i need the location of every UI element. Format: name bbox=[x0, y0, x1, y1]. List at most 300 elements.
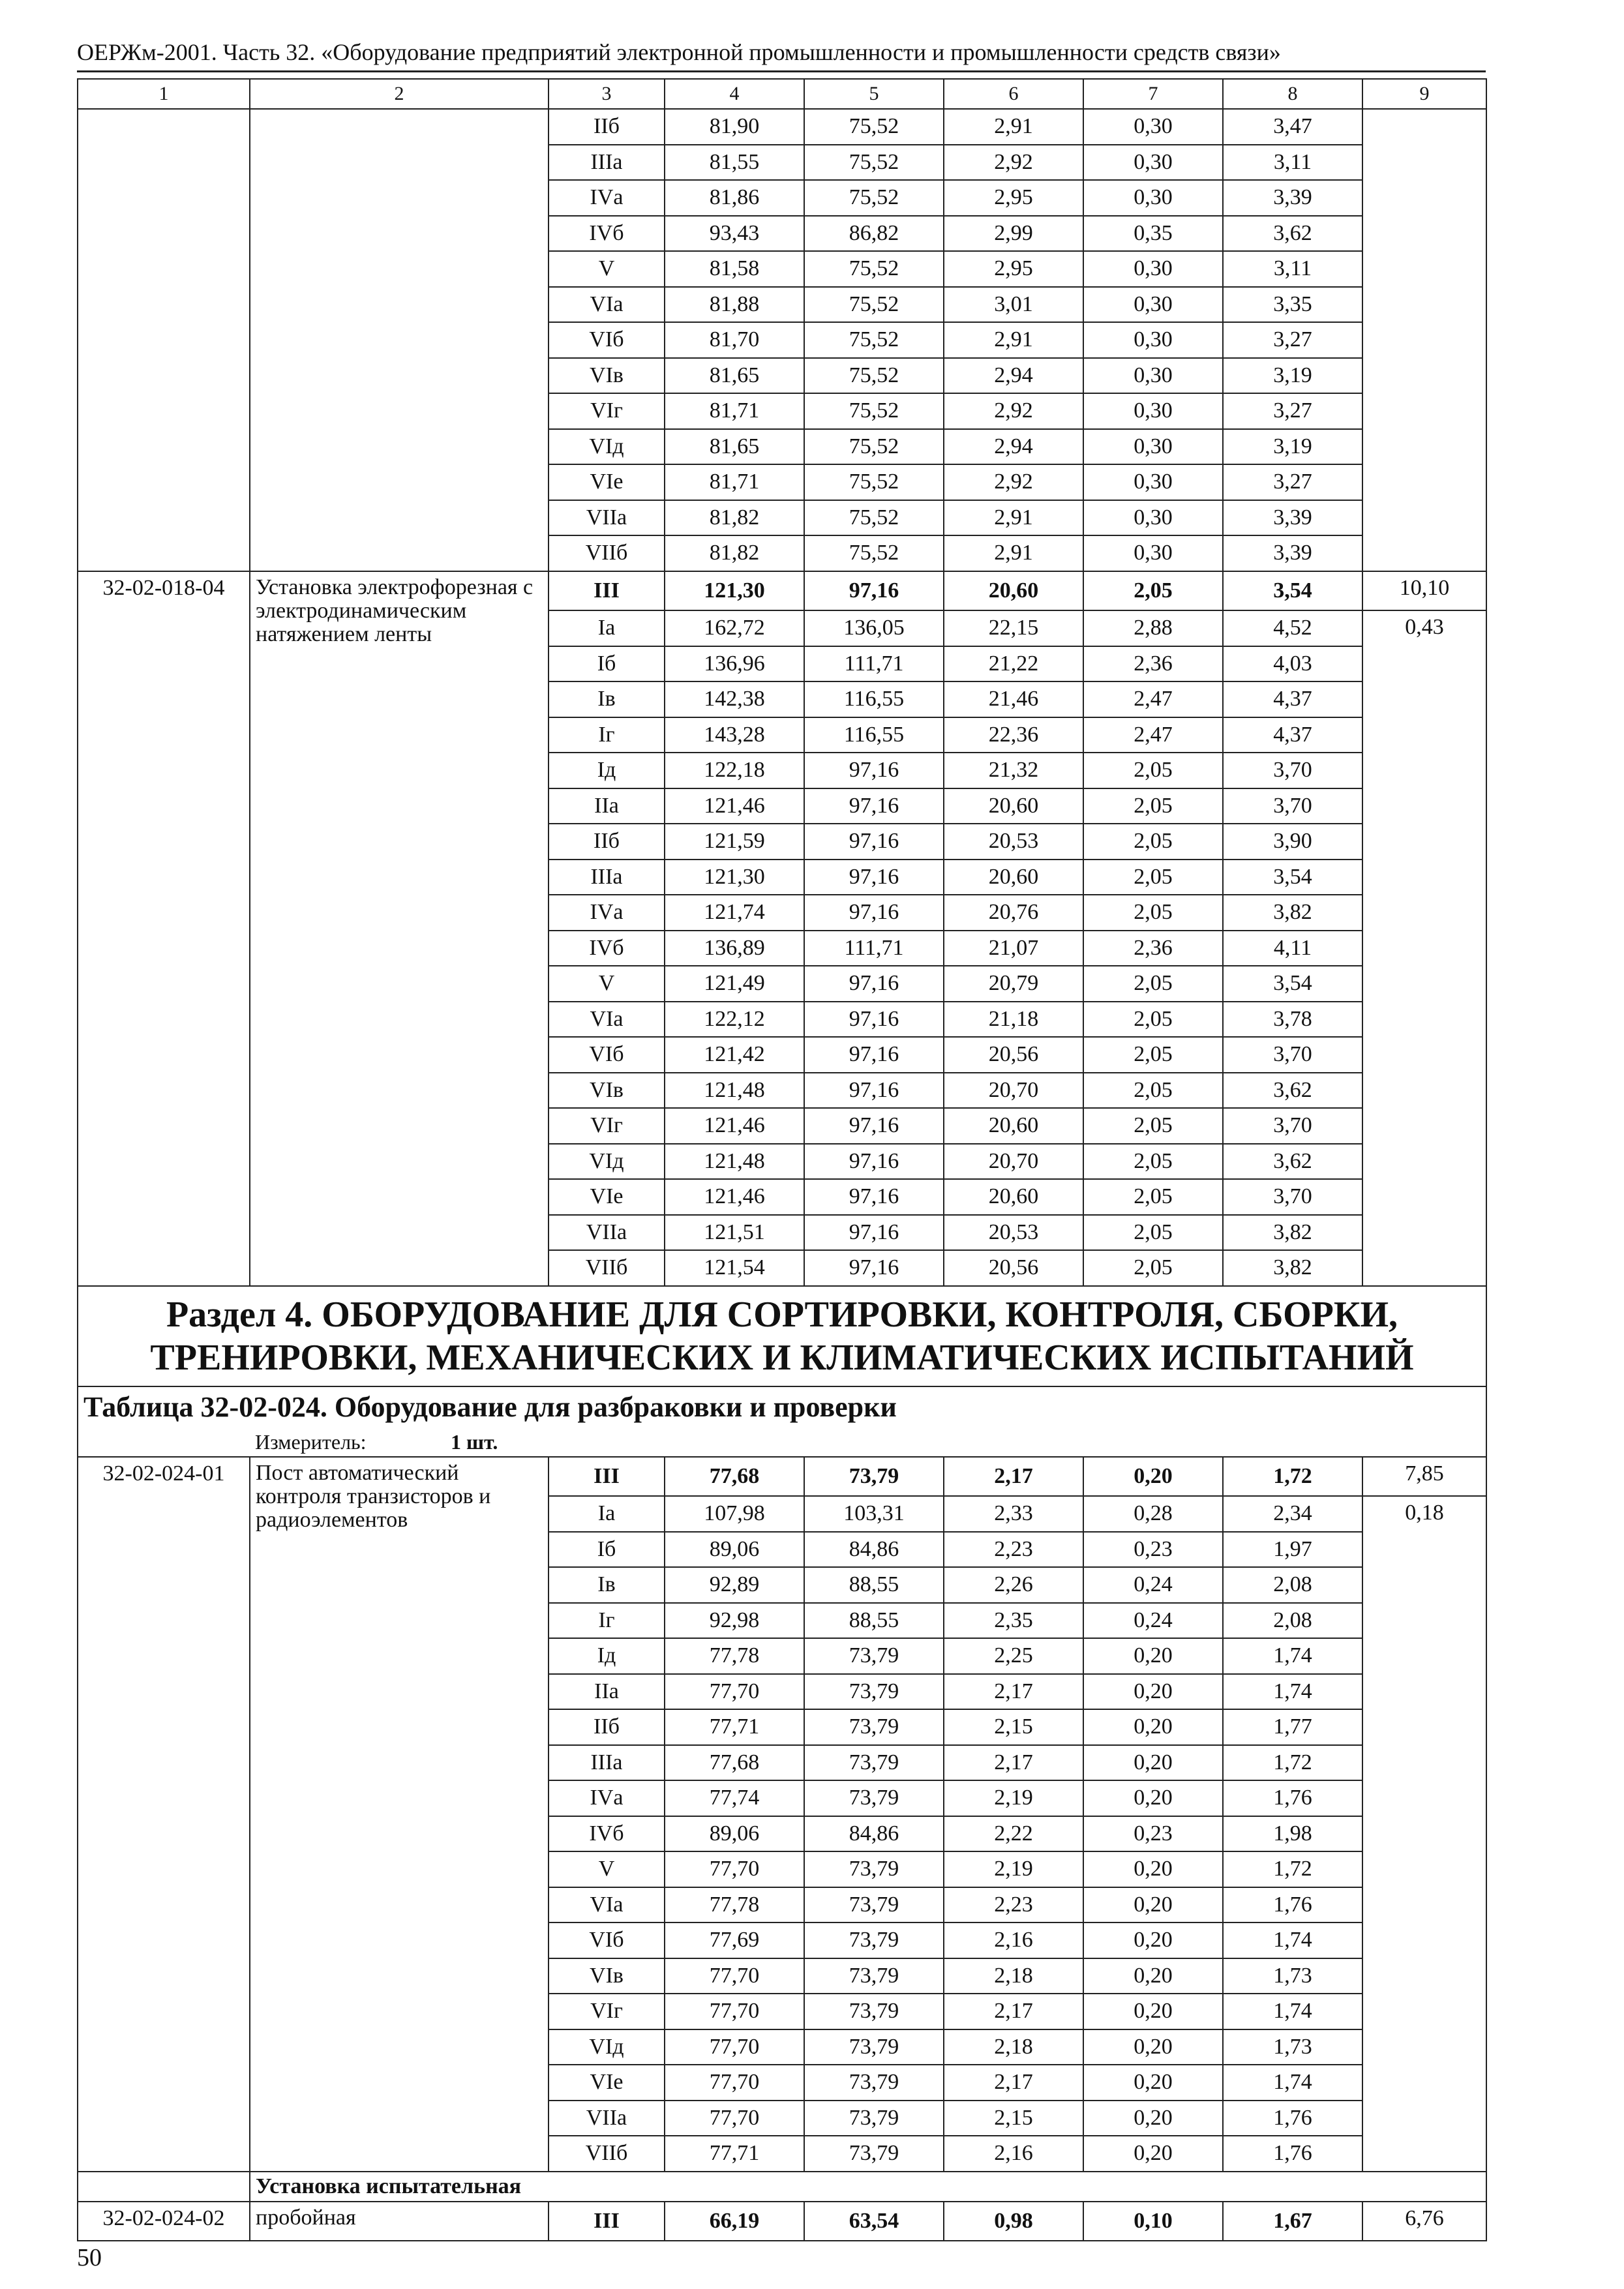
value-cell: 73,79 bbox=[804, 1457, 944, 1497]
value-cell: 2,19 bbox=[944, 1780, 1083, 1816]
value-cell: 81,71 bbox=[665, 464, 804, 500]
value-cell: 97,16 bbox=[804, 1144, 944, 1180]
value-cell: 1,67 bbox=[1223, 2202, 1362, 2241]
value-cell: 77,70 bbox=[665, 2065, 804, 2101]
value-cell: 75,52 bbox=[804, 251, 944, 287]
value-cell: 20,53 bbox=[944, 824, 1083, 860]
zone-cell: III bbox=[549, 2202, 665, 2241]
value-cell: 3,19 bbox=[1223, 358, 1362, 394]
value-cell: 121,46 bbox=[665, 788, 804, 824]
value-cell: 75,52 bbox=[804, 464, 944, 500]
value-cell: 4,37 bbox=[1223, 681, 1362, 717]
zone-cell: VIа bbox=[549, 1887, 665, 1923]
column-number: 2 bbox=[250, 79, 549, 109]
value-cell: 81,82 bbox=[665, 535, 804, 571]
value-cell: 77,70 bbox=[665, 1674, 804, 1710]
value-cell: 63,54 bbox=[804, 2202, 944, 2241]
value-cell: 121,49 bbox=[665, 966, 804, 1002]
column-number: 8 bbox=[1223, 79, 1362, 109]
value-cell: 66,19 bbox=[665, 2202, 804, 2241]
value-cell: 3,78 bbox=[1223, 1002, 1362, 1038]
value-cell: 2,16 bbox=[944, 2136, 1083, 2172]
value-cell: 92,89 bbox=[665, 1567, 804, 1603]
value-cell: 73,79 bbox=[804, 1958, 944, 1994]
value-cell: 88,55 bbox=[804, 1567, 944, 1603]
item-code: 32-02-024-01 bbox=[78, 1457, 250, 2172]
value-cell: 81,65 bbox=[665, 429, 804, 465]
value-cell: 3,39 bbox=[1223, 500, 1362, 536]
value-cell: 3,01 bbox=[944, 287, 1083, 323]
value-cell: 2,17 bbox=[944, 1457, 1083, 1497]
value-cell: 0,30 bbox=[1083, 393, 1223, 429]
value-cell: 97,16 bbox=[804, 1073, 944, 1109]
value-cell: 121,46 bbox=[665, 1108, 804, 1144]
value-cell: 122,12 bbox=[665, 1002, 804, 1038]
value-cell: 121,30 bbox=[665, 571, 804, 611]
value-cell: 0,24 bbox=[1083, 1567, 1223, 1603]
value-cell: 3,82 bbox=[1223, 1215, 1362, 1251]
zone-cell: VIIа bbox=[549, 500, 665, 536]
value-cell: 75,52 bbox=[804, 322, 944, 358]
value-cell: 116,55 bbox=[804, 681, 944, 717]
value-cell: 1,76 bbox=[1223, 1887, 1362, 1923]
value-cell: 75,52 bbox=[804, 358, 944, 394]
value-cell: 121,30 bbox=[665, 860, 804, 895]
zone-cell: V bbox=[549, 251, 665, 287]
item-code: 32-02-018-04 bbox=[78, 571, 250, 1286]
value-cell: 0,20 bbox=[1083, 1887, 1223, 1923]
value-cell: 2,33 bbox=[944, 1496, 1083, 1532]
value-cell: 0,30 bbox=[1083, 429, 1223, 465]
value-cell: 73,79 bbox=[804, 2101, 944, 2136]
zone-cell: VIд bbox=[549, 1144, 665, 1180]
value-cell: 2,05 bbox=[1083, 860, 1223, 895]
zone-cell: VIе bbox=[549, 2065, 665, 2101]
value-cell: 3,70 bbox=[1223, 788, 1362, 824]
value-cell: 3,82 bbox=[1223, 1250, 1362, 1286]
value-cell: 0,30 bbox=[1083, 251, 1223, 287]
value-cell: 2,05 bbox=[1083, 1037, 1223, 1073]
value-cell: 0,20 bbox=[1083, 2029, 1223, 2065]
table-title-row bbox=[78, 1386, 1486, 1428]
item-code: 32-02-024-02 bbox=[78, 2202, 250, 2241]
value-cell: 2,88 bbox=[1083, 610, 1223, 646]
zone-cell: Iг bbox=[549, 1603, 665, 1639]
value-cell: 0,20 bbox=[1083, 1457, 1223, 1497]
value-cell: 2,05 bbox=[1083, 1215, 1223, 1251]
value-cell: 121,48 bbox=[665, 1144, 804, 1180]
value-cell: 77,74 bbox=[665, 1780, 804, 1816]
value-cell: 0,24 bbox=[1083, 1603, 1223, 1639]
section-row bbox=[78, 1286, 1486, 1386]
zone-cell: Iа bbox=[549, 610, 665, 646]
value-cell: 2,95 bbox=[944, 251, 1083, 287]
value-cell: 20,56 bbox=[944, 1250, 1083, 1286]
value-cell: 0,28 bbox=[1083, 1496, 1223, 1532]
value-cell: 73,79 bbox=[804, 1780, 944, 1816]
value-cell: 3,54 bbox=[1223, 571, 1362, 611]
value-cell: 2,22 bbox=[944, 1816, 1083, 1852]
value-cell: 2,91 bbox=[944, 535, 1083, 571]
zone-cell: IIIа bbox=[549, 145, 665, 181]
column-number: 6 bbox=[944, 79, 1083, 109]
value-cell: 97,16 bbox=[804, 1179, 944, 1215]
value-cell: 1,73 bbox=[1223, 2029, 1362, 2065]
zone-cell: IIIа bbox=[549, 1745, 665, 1781]
value-cell: 2,92 bbox=[944, 464, 1083, 500]
value-cell: 21,07 bbox=[944, 931, 1083, 966]
value-cell: 81,86 bbox=[665, 180, 804, 216]
value-cell: 93,43 bbox=[665, 216, 804, 252]
section-title: Раздел 4. ОБОРУДОВАНИЕ ДЛЯ СОРТИРОВКИ, КОНТРОЛЯ, СБОРКИ, ТРЕНИРОВКИ, МЕХАНИЧЕСКИХ И КЛИМАТИЧЕСКИХ ИСПЫТАНИЙ bbox=[78, 1286, 1486, 1386]
zone-cell: VIа bbox=[549, 287, 665, 323]
value-cell: 136,89 bbox=[665, 931, 804, 966]
value-cell: 1,76 bbox=[1223, 2136, 1362, 2172]
value-cell: 20,56 bbox=[944, 1037, 1083, 1073]
value-cell: 4,52 bbox=[1223, 610, 1362, 646]
value-cell: 0,30 bbox=[1083, 322, 1223, 358]
zone-cell: IVб bbox=[549, 1816, 665, 1852]
value-cell: 2,36 bbox=[1083, 646, 1223, 682]
value-cell: 2,36 bbox=[1083, 931, 1223, 966]
page-number: 50 bbox=[77, 2244, 102, 2271]
value-cell: 0,20 bbox=[1083, 1709, 1223, 1745]
value-cell: 73,79 bbox=[804, 2136, 944, 2172]
value-cell: 2,25 bbox=[944, 1638, 1083, 1674]
zone-cell: VIIа bbox=[549, 2101, 665, 2136]
value-cell: 73,79 bbox=[804, 2029, 944, 2065]
value-cell: 3,70 bbox=[1223, 1108, 1362, 1144]
zone-cell: VIIб bbox=[549, 535, 665, 571]
value-cell: 77,78 bbox=[665, 1638, 804, 1674]
subheading-spacer bbox=[78, 2172, 250, 2202]
value-cell: 2,94 bbox=[944, 429, 1083, 465]
value-cell: 97,16 bbox=[804, 895, 944, 931]
zone-cell: IIIа bbox=[549, 860, 665, 895]
value-cell: 77,70 bbox=[665, 2101, 804, 2136]
value-cell: 75,52 bbox=[804, 287, 944, 323]
value-cell: 107,98 bbox=[665, 1496, 804, 1532]
zone-cell: III bbox=[549, 571, 665, 611]
value-cell: 0,20 bbox=[1083, 1674, 1223, 1710]
value-cell: 81,82 bbox=[665, 500, 804, 536]
value-cell: 2,17 bbox=[944, 1674, 1083, 1710]
value-cell: 121,54 bbox=[665, 1250, 804, 1286]
value-cell: 73,79 bbox=[804, 1674, 944, 1710]
value-cell: 3,62 bbox=[1223, 1144, 1362, 1180]
value-cell: 2,08 bbox=[1223, 1567, 1362, 1603]
value-cell: 2,18 bbox=[944, 1958, 1083, 1994]
value-cell: 116,55 bbox=[804, 717, 944, 753]
subheading: Установка испытательная bbox=[250, 2172, 1486, 2202]
value-cell: 0,20 bbox=[1083, 1994, 1223, 2029]
value-cell: 2,19 bbox=[944, 1851, 1083, 1887]
zone-cell: VIд bbox=[549, 2029, 665, 2065]
item-name: Установка электрофорезная с электродинамическим натяжением ленты bbox=[250, 571, 549, 1286]
page-header: ОЕРЖм-2001. Часть 32. «Оборудование предприятий электронной промышленности и промышленности средств связи» bbox=[77, 39, 1281, 65]
value-cell: 1,74 bbox=[1223, 1922, 1362, 1958]
zone-cell: VIIб bbox=[549, 1250, 665, 1286]
value-cell: 2,47 bbox=[1083, 717, 1223, 753]
value-cell: 20,60 bbox=[944, 1108, 1083, 1144]
value-cell: 3,27 bbox=[1223, 322, 1362, 358]
value-cell: 77,70 bbox=[665, 1994, 804, 2029]
col9-value: 10,10 bbox=[1362, 571, 1486, 611]
value-cell: 0,30 bbox=[1083, 180, 1223, 216]
zone-cell: Iд bbox=[549, 1638, 665, 1674]
zone-cell: Iв bbox=[549, 1567, 665, 1603]
value-cell: 3,39 bbox=[1223, 535, 1362, 571]
value-cell: 0,30 bbox=[1083, 358, 1223, 394]
value-cell: 0,20 bbox=[1083, 1922, 1223, 1958]
value-cell: 81,90 bbox=[665, 109, 804, 145]
item-code bbox=[78, 109, 250, 571]
zone-cell: IVб bbox=[549, 931, 665, 966]
zone-cell: VIг bbox=[549, 1108, 665, 1144]
value-cell: 121,74 bbox=[665, 895, 804, 931]
value-cell: 75,52 bbox=[804, 145, 944, 181]
value-cell: 21,18 bbox=[944, 1002, 1083, 1038]
value-cell: 84,86 bbox=[804, 1816, 944, 1852]
value-cell: 2,91 bbox=[944, 109, 1083, 145]
value-cell: 97,16 bbox=[804, 753, 944, 788]
zone-cell: IIб bbox=[549, 1709, 665, 1745]
value-cell: 75,52 bbox=[804, 393, 944, 429]
value-cell: 21,32 bbox=[944, 753, 1083, 788]
value-cell: 3,70 bbox=[1223, 753, 1362, 788]
value-cell: 81,88 bbox=[665, 287, 804, 323]
value-cell: 3,70 bbox=[1223, 1037, 1362, 1073]
value-cell: 0,20 bbox=[1083, 1958, 1223, 1994]
value-cell: 3,54 bbox=[1223, 860, 1362, 895]
value-cell: 73,79 bbox=[804, 1745, 944, 1781]
value-cell: 121,51 bbox=[665, 1215, 804, 1251]
zone-cell: Iг bbox=[549, 717, 665, 753]
value-cell: 2,92 bbox=[944, 145, 1083, 181]
value-cell: 0,30 bbox=[1083, 287, 1223, 323]
value-cell: 97,16 bbox=[804, 571, 944, 611]
value-cell: 2,05 bbox=[1083, 1250, 1223, 1286]
value-cell: 136,05 bbox=[804, 610, 944, 646]
value-cell: 77,70 bbox=[665, 1851, 804, 1887]
zone-cell: III bbox=[549, 1457, 665, 1497]
value-cell: 0,23 bbox=[1083, 1816, 1223, 1852]
column-number-row bbox=[78, 79, 1486, 109]
zone-cell: IIа bbox=[549, 788, 665, 824]
value-cell: 2,92 bbox=[944, 393, 1083, 429]
value-cell: 0,98 bbox=[944, 2202, 1083, 2241]
column-number: 3 bbox=[549, 79, 665, 109]
value-cell: 77,70 bbox=[665, 1958, 804, 1994]
value-cell: 142,38 bbox=[665, 681, 804, 717]
value-cell: 73,79 bbox=[804, 1994, 944, 2029]
value-cell: 1,72 bbox=[1223, 1745, 1362, 1781]
value-cell: 21,22 bbox=[944, 646, 1083, 682]
value-cell: 75,52 bbox=[804, 535, 944, 571]
value-cell: 2,05 bbox=[1083, 966, 1223, 1002]
value-cell: 2,17 bbox=[944, 1745, 1083, 1781]
value-cell: 2,05 bbox=[1083, 1179, 1223, 1215]
value-cell: 2,05 bbox=[1083, 788, 1223, 824]
value-cell: 0,30 bbox=[1083, 500, 1223, 536]
value-cell: 2,91 bbox=[944, 500, 1083, 536]
value-cell: 20,79 bbox=[944, 966, 1083, 1002]
value-cell: 3,11 bbox=[1223, 145, 1362, 181]
value-cell: 2,05 bbox=[1083, 1144, 1223, 1180]
value-cell: 81,58 bbox=[665, 251, 804, 287]
value-cell: 89,06 bbox=[665, 1816, 804, 1852]
value-cell: 2,91 bbox=[944, 322, 1083, 358]
value-cell: 2,05 bbox=[1083, 824, 1223, 860]
zone-cell: VIб bbox=[549, 1037, 665, 1073]
zone-cell: Iд bbox=[549, 753, 665, 788]
value-cell: 2,15 bbox=[944, 2101, 1083, 2136]
item-name: пробойная bbox=[250, 2202, 549, 2241]
value-cell: 2,94 bbox=[944, 358, 1083, 394]
value-cell: 1,74 bbox=[1223, 2065, 1362, 2101]
zone-cell: VIд bbox=[549, 429, 665, 465]
table-row bbox=[78, 109, 1486, 145]
rates-table bbox=[77, 78, 1487, 2241]
value-cell: 3,27 bbox=[1223, 393, 1362, 429]
col9-cell bbox=[1362, 109, 1486, 571]
value-cell: 81,55 bbox=[665, 145, 804, 181]
unit-cell bbox=[250, 1428, 1486, 1457]
value-cell: 2,08 bbox=[1223, 1603, 1362, 1639]
zone-cell: IVб bbox=[549, 216, 665, 252]
zone-cell: IVа bbox=[549, 1780, 665, 1816]
zone-cell: VIв bbox=[549, 1958, 665, 1994]
unit-spacer bbox=[78, 1428, 250, 1457]
value-cell: 88,55 bbox=[804, 1603, 944, 1639]
value-cell: 75,52 bbox=[804, 180, 944, 216]
value-cell: 3,70 bbox=[1223, 1179, 1362, 1215]
value-cell: 75,52 bbox=[804, 500, 944, 536]
value-cell: 2,34 bbox=[1223, 1496, 1362, 1532]
value-cell: 0,20 bbox=[1083, 1638, 1223, 1674]
value-cell: 97,16 bbox=[804, 1250, 944, 1286]
table-row bbox=[78, 571, 1486, 611]
value-cell: 143,28 bbox=[665, 717, 804, 753]
value-cell: 2,47 bbox=[1083, 681, 1223, 717]
value-cell: 2,05 bbox=[1083, 1108, 1223, 1144]
value-cell: 73,79 bbox=[804, 1638, 944, 1674]
value-cell: 2,95 bbox=[944, 180, 1083, 216]
value-cell: 92,98 bbox=[665, 1603, 804, 1639]
value-cell: 2,26 bbox=[944, 1567, 1083, 1603]
zone-cell: Iб bbox=[549, 646, 665, 682]
column-number: 5 bbox=[804, 79, 944, 109]
value-cell: 2,99 bbox=[944, 216, 1083, 252]
value-cell: 20,60 bbox=[944, 1179, 1083, 1215]
value-cell: 162,72 bbox=[665, 610, 804, 646]
value-cell: 20,60 bbox=[944, 571, 1083, 611]
value-cell: 0,20 bbox=[1083, 1780, 1223, 1816]
value-cell: 20,70 bbox=[944, 1144, 1083, 1180]
value-cell: 0,35 bbox=[1083, 216, 1223, 252]
value-cell: 111,71 bbox=[804, 646, 944, 682]
zone-cell: VIг bbox=[549, 1994, 665, 2029]
value-cell: 77,68 bbox=[665, 1457, 804, 1497]
value-cell: 2,16 bbox=[944, 1922, 1083, 1958]
value-cell: 81,71 bbox=[665, 393, 804, 429]
value-cell: 1,74 bbox=[1223, 1638, 1362, 1674]
value-cell: 0,20 bbox=[1083, 2065, 1223, 2101]
value-cell: 2,05 bbox=[1083, 1002, 1223, 1038]
value-cell: 3,39 bbox=[1223, 180, 1362, 216]
value-cell: 3,62 bbox=[1223, 1073, 1362, 1109]
zone-cell: Iб bbox=[549, 1532, 665, 1568]
value-cell: 20,76 bbox=[944, 895, 1083, 931]
zone-cell: V bbox=[549, 1851, 665, 1887]
col9-value: 0,18 bbox=[1362, 1496, 1486, 2172]
value-cell: 1,72 bbox=[1223, 1457, 1362, 1497]
value-cell: 77,70 bbox=[665, 2029, 804, 2065]
value-cell: 73,79 bbox=[804, 1709, 944, 1745]
zone-cell: Iа bbox=[549, 1496, 665, 1532]
value-cell: 75,52 bbox=[804, 429, 944, 465]
table-row bbox=[78, 2202, 1486, 2241]
value-cell: 77,68 bbox=[665, 1745, 804, 1781]
value-cell: 97,16 bbox=[804, 788, 944, 824]
column-number: 1 bbox=[78, 79, 250, 109]
value-cell: 20,70 bbox=[944, 1073, 1083, 1109]
value-cell: 1,72 bbox=[1223, 1851, 1362, 1887]
value-cell: 3,82 bbox=[1223, 895, 1362, 931]
value-cell: 73,79 bbox=[804, 1887, 944, 1923]
value-cell: 1,74 bbox=[1223, 1674, 1362, 1710]
column-number: 9 bbox=[1362, 79, 1486, 109]
value-cell: 111,71 bbox=[804, 931, 944, 966]
value-cell: 84,86 bbox=[804, 1532, 944, 1568]
value-cell: 0,30 bbox=[1083, 145, 1223, 181]
value-cell: 1,98 bbox=[1223, 1816, 1362, 1852]
value-cell: 20,60 bbox=[944, 860, 1083, 895]
value-cell: 97,16 bbox=[804, 966, 944, 1002]
zone-cell: VIе bbox=[549, 464, 665, 500]
zone-cell: IVа bbox=[549, 895, 665, 931]
value-cell: 2,23 bbox=[944, 1532, 1083, 1568]
value-cell: 122,18 bbox=[665, 753, 804, 788]
value-cell: 2,15 bbox=[944, 1709, 1083, 1745]
value-cell: 3,27 bbox=[1223, 464, 1362, 500]
value-cell: 2,05 bbox=[1083, 571, 1223, 611]
value-cell: 1,97 bbox=[1223, 1532, 1362, 1568]
value-cell: 2,05 bbox=[1083, 895, 1223, 931]
value-cell: 97,16 bbox=[804, 1108, 944, 1144]
header-divider bbox=[77, 70, 1486, 72]
value-cell: 4,11 bbox=[1223, 931, 1362, 966]
value-cell: 1,76 bbox=[1223, 2101, 1362, 2136]
zone-cell: IIб bbox=[549, 824, 665, 860]
value-cell: 0,30 bbox=[1083, 464, 1223, 500]
value-cell: 2,18 bbox=[944, 2029, 1083, 2065]
zone-cell: VIа bbox=[549, 1002, 665, 1038]
zone-cell: VIе bbox=[549, 1179, 665, 1215]
zone-cell: VIIб bbox=[549, 2136, 665, 2172]
value-cell: 0,20 bbox=[1083, 2101, 1223, 2136]
value-cell: 136,96 bbox=[665, 646, 804, 682]
item-name: Пост автоматический контроля транзисторов и радиоэлементов bbox=[250, 1457, 549, 2172]
zone-cell: VIб bbox=[549, 322, 665, 358]
zone-cell: VIв bbox=[549, 1073, 665, 1109]
value-cell: 73,79 bbox=[804, 1851, 944, 1887]
value-cell: 97,16 bbox=[804, 1002, 944, 1038]
value-cell: 22,15 bbox=[944, 610, 1083, 646]
col9-value: 0,43 bbox=[1362, 610, 1486, 1286]
value-cell: 1,74 bbox=[1223, 1994, 1362, 2029]
zone-cell: VIв bbox=[549, 358, 665, 394]
